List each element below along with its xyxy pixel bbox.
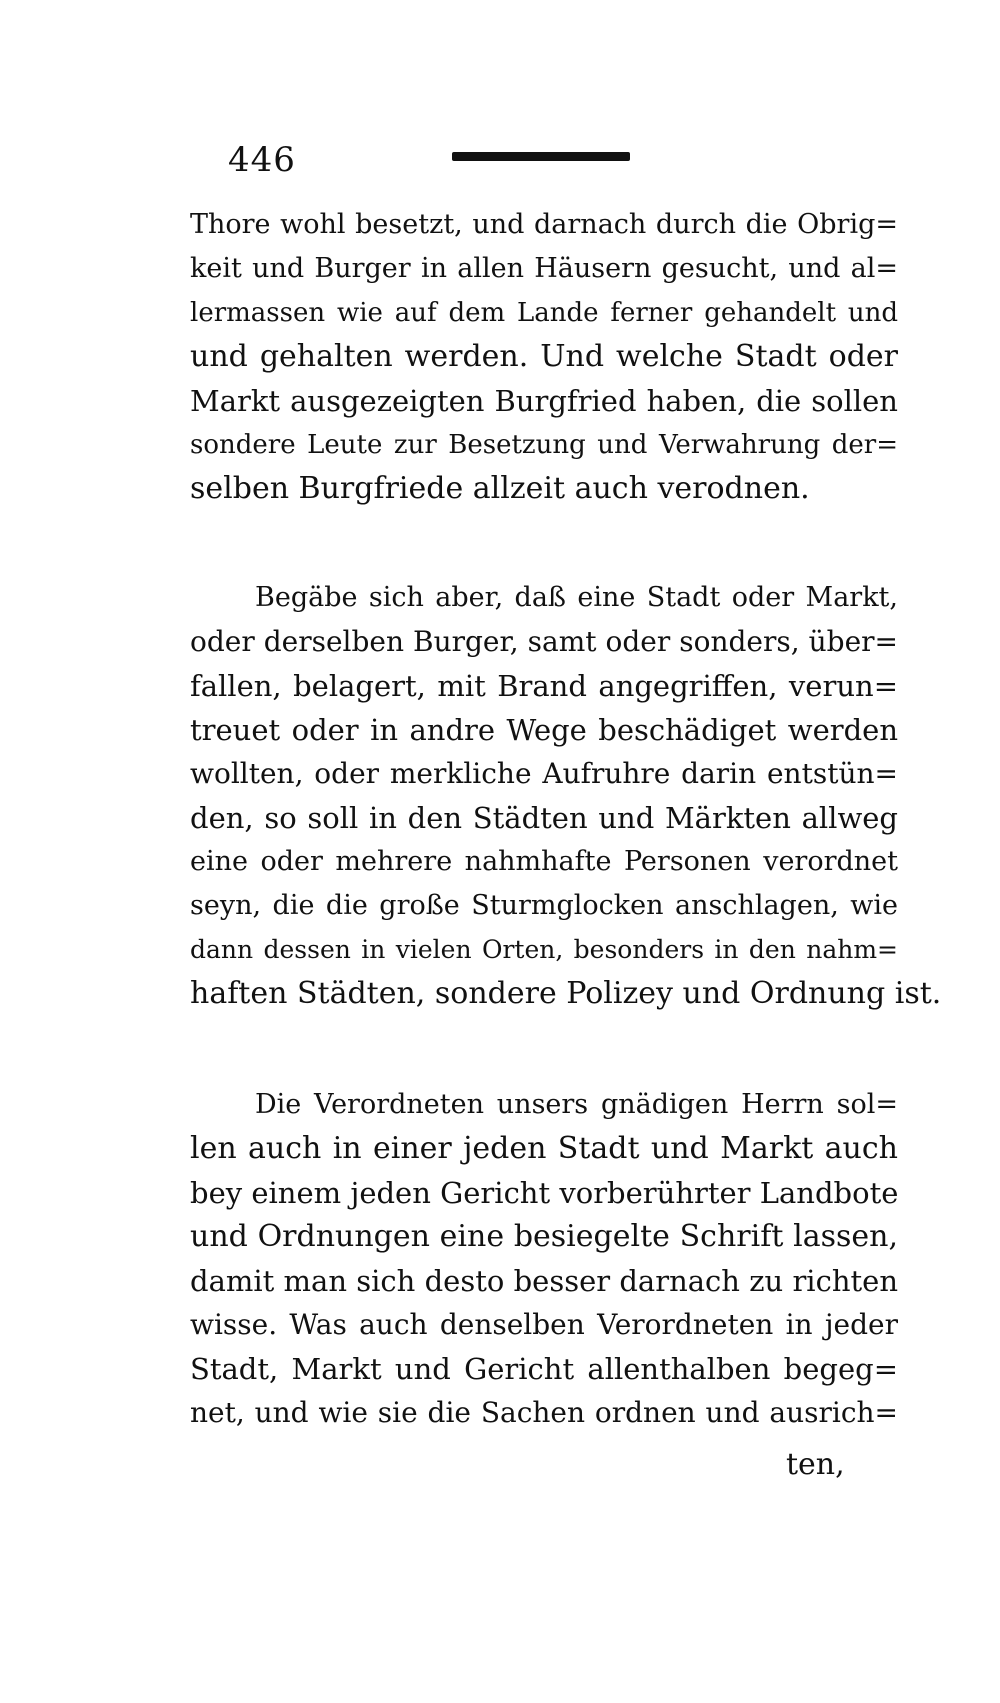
text-line: net, und wie sie die Sachen ordnen und ausrich=: [190, 1396, 898, 1429]
text-line: und Ordnungen eine besiegelte Schrift lassen,: [190, 1219, 898, 1254]
text-line: bey einem jeden Gericht vorberührter Landbote: [190, 1176, 898, 1210]
text-line: keit und Burger in allen Häusern gesucht, und al=: [190, 253, 898, 284]
text-line: Markt ausgezeigten Burgfried haben, die sollen: [190, 384, 898, 418]
text-line: fallen, belagert, mit Brand angegriffen, verun=: [190, 669, 898, 703]
text-line: Thore wohl besetzt, und darnach durch die Obrig=: [190, 209, 898, 240]
text-line: den, so soll in den Städten und Märkten allweg: [190, 801, 898, 835]
text-line: wollten, oder merkliche Aufruhre darin entstün=: [190, 757, 898, 790]
text-line: wisse. Was auch denselben Verordneten in jeder: [190, 1308, 898, 1341]
text-line: eine oder mehrere nahmhafte Personen verordnet: [190, 846, 898, 877]
text-line: len auch in einer jeden Stadt und Markt auch: [190, 1131, 898, 1166]
text-line: dann dessen in vielen Orten, besonders in den nahm=: [190, 935, 898, 964]
text-line: Die Verordneten unsers gnädigen Herrn sol=: [255, 1089, 898, 1120]
header-rule: [452, 152, 630, 161]
page-number: 446: [228, 140, 296, 180]
text-line: damit man sich desto besser darnach zu richten: [190, 1264, 898, 1298]
text-line: oder derselben Burger, samt oder sonders, über=: [190, 625, 898, 658]
text-line-last: haften Städten, sondere Polizey und Ordnung ist.: [190, 976, 942, 1011]
text-line: Begäbe sich aber, daß eine Stadt oder Markt,: [255, 582, 898, 613]
text-line: und gehalten werden. Und welche Stadt oder: [190, 339, 898, 374]
text-line: treuet oder in andre Wege beschädiget werden: [190, 713, 898, 747]
text-line-last: selben Burgfriede allzeit auch verodnen.: [190, 471, 810, 506]
text-line: sondere Leute zur Besetzung und Verwahrung der=: [190, 430, 898, 460]
text-line: Stadt, Markt und Gericht allenthalben begeg=: [190, 1352, 898, 1386]
page-header: [0, 0, 1000, 200]
catchword: ten,: [786, 1447, 845, 1482]
text-line: lermassen wie auf dem Lande ferner gehandelt und: [190, 298, 898, 328]
text-line: seyn, die die große Sturmglocken anschlagen, wie: [190, 890, 898, 921]
